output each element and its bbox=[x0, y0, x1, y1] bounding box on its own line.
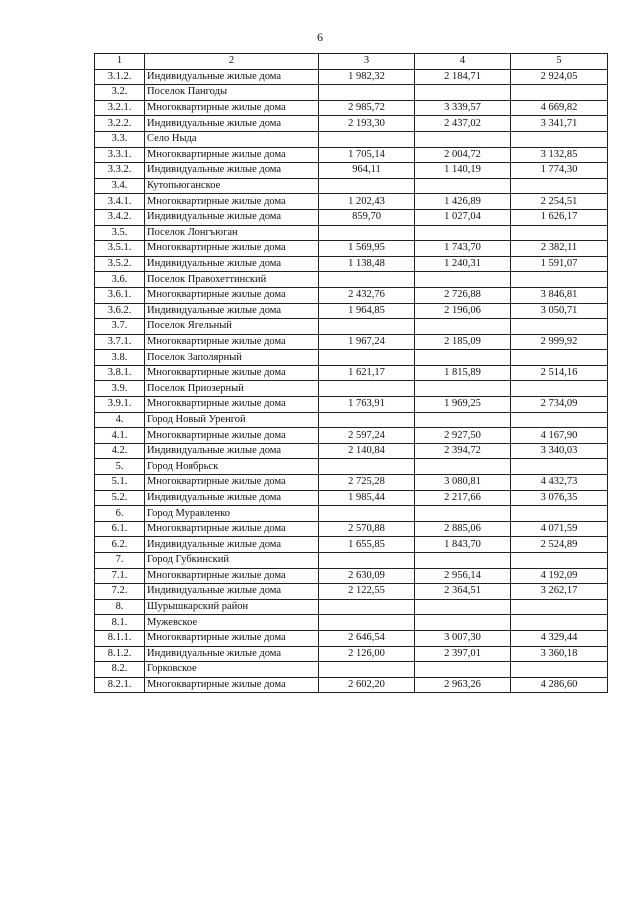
row-number: 3.6.2. bbox=[95, 303, 145, 319]
section-empty-cell bbox=[511, 662, 608, 678]
section-empty-cell bbox=[511, 85, 608, 101]
value-col-5: 1 774,30 bbox=[511, 163, 608, 179]
section-empty-cell bbox=[319, 85, 415, 101]
table-row bbox=[95, 521, 608, 537]
row-number: 3.9. bbox=[95, 381, 145, 397]
section-name: Поселок Лонгъюган bbox=[145, 225, 319, 241]
value-col-5: 4 167,90 bbox=[511, 428, 608, 444]
row-name: Индивидуальные жилые дома bbox=[145, 69, 319, 85]
row-name: Многоквартирные жилые дома bbox=[145, 397, 319, 413]
value-col-3: 1 138,48 bbox=[319, 256, 415, 272]
value-col-3: 2 602,20 bbox=[319, 677, 415, 693]
row-name: Индивидуальные жилые дома bbox=[145, 116, 319, 132]
value-col-5: 4 669,82 bbox=[511, 100, 608, 116]
value-col-5: 2 999,92 bbox=[511, 334, 608, 350]
section-empty-cell bbox=[319, 553, 415, 569]
section-name: Город Новый Уренгой bbox=[145, 412, 319, 428]
section-name: Поселок Ягельный bbox=[145, 319, 319, 335]
row-number: 8.1.1. bbox=[95, 630, 145, 646]
table-row bbox=[95, 443, 608, 459]
value-col-5: 4 192,09 bbox=[511, 568, 608, 584]
row-name: Индивидуальные жилые дома bbox=[145, 490, 319, 506]
table-row bbox=[95, 677, 608, 693]
table-row bbox=[95, 194, 608, 210]
table-row bbox=[95, 568, 608, 584]
row-number: 4.2. bbox=[95, 443, 145, 459]
section-empty-cell bbox=[415, 553, 511, 569]
section-empty-cell bbox=[415, 272, 511, 288]
section-empty-cell bbox=[319, 615, 415, 631]
section-empty-cell bbox=[415, 459, 511, 475]
section-empty-cell bbox=[319, 350, 415, 366]
row-number: 3.4.1. bbox=[95, 194, 145, 210]
row-number: 4.1. bbox=[95, 428, 145, 444]
section-row bbox=[95, 459, 608, 475]
section-row bbox=[95, 85, 608, 101]
value-col-3: 859,70 bbox=[319, 209, 415, 225]
section-empty-cell bbox=[415, 178, 511, 194]
value-col-3: 2 597,24 bbox=[319, 428, 415, 444]
table-row bbox=[95, 100, 608, 116]
table-row bbox=[95, 428, 608, 444]
value-col-3: 2 122,55 bbox=[319, 584, 415, 600]
section-name: Село Ныда bbox=[145, 131, 319, 147]
row-name: Индивидуальные жилые дома bbox=[145, 209, 319, 225]
value-col-3: 1 705,14 bbox=[319, 147, 415, 163]
table-row bbox=[95, 365, 608, 381]
section-row bbox=[95, 553, 608, 569]
value-col-3: 2 630,09 bbox=[319, 568, 415, 584]
row-number: 7.1. bbox=[95, 568, 145, 584]
section-empty-cell bbox=[319, 225, 415, 241]
value-col-3: 1 964,85 bbox=[319, 303, 415, 319]
row-name: Многоквартирные жилые дома bbox=[145, 194, 319, 210]
section-name: Мужевское bbox=[145, 615, 319, 631]
value-col-3: 2 725,28 bbox=[319, 475, 415, 491]
section-empty-cell bbox=[511, 272, 608, 288]
row-number: 3.4.2. bbox=[95, 209, 145, 225]
value-col-3: 1 621,17 bbox=[319, 365, 415, 381]
table-row bbox=[95, 537, 608, 553]
value-col-3: 964,11 bbox=[319, 163, 415, 179]
value-col-5: 1 626,17 bbox=[511, 209, 608, 225]
section-empty-cell bbox=[511, 225, 608, 241]
section-row bbox=[95, 381, 608, 397]
section-name: Город Губкинский bbox=[145, 553, 319, 569]
section-empty-cell bbox=[415, 225, 511, 241]
section-row bbox=[95, 350, 608, 366]
value-col-4: 1 426,89 bbox=[415, 194, 511, 210]
row-name: Многоквартирные жилые дома bbox=[145, 521, 319, 537]
table-row bbox=[95, 147, 608, 163]
value-col-5: 3 846,81 bbox=[511, 287, 608, 303]
section-empty-cell bbox=[415, 350, 511, 366]
row-number: 4. bbox=[95, 412, 145, 428]
section-name: Поселок Правохеттинский bbox=[145, 272, 319, 288]
value-col-3: 2 432,76 bbox=[319, 287, 415, 303]
table-row bbox=[95, 646, 608, 662]
section-row bbox=[95, 615, 608, 631]
section-name: Город Ноябрьск bbox=[145, 459, 319, 475]
value-col-4: 2 184,71 bbox=[415, 69, 511, 85]
row-number: 8.1. bbox=[95, 615, 145, 631]
row-number: 8.1.2. bbox=[95, 646, 145, 662]
section-empty-cell bbox=[415, 662, 511, 678]
section-empty-cell bbox=[415, 381, 511, 397]
row-number: 7.2. bbox=[95, 584, 145, 600]
table-row bbox=[95, 209, 608, 225]
value-col-4: 1 140,19 bbox=[415, 163, 511, 179]
row-name: Многоквартирные жилые дома bbox=[145, 100, 319, 116]
section-name: Поселок Заполярный bbox=[145, 350, 319, 366]
section-row bbox=[95, 131, 608, 147]
table-row bbox=[95, 490, 608, 506]
section-empty-cell bbox=[415, 599, 511, 615]
section-empty-cell bbox=[415, 85, 511, 101]
value-col-3: 1 982,32 bbox=[319, 69, 415, 85]
row-number: 3.2.1. bbox=[95, 100, 145, 116]
value-col-4: 2 397,01 bbox=[415, 646, 511, 662]
row-name: Индивидуальные жилые дома bbox=[145, 584, 319, 600]
value-col-4: 2 963,26 bbox=[415, 677, 511, 693]
value-col-5: 2 254,51 bbox=[511, 194, 608, 210]
table-row bbox=[95, 69, 608, 85]
value-col-5: 4 286,60 bbox=[511, 677, 608, 693]
value-col-3: 1 569,95 bbox=[319, 241, 415, 257]
value-col-3: 2 570,88 bbox=[319, 521, 415, 537]
value-col-4: 2 004,72 bbox=[415, 147, 511, 163]
row-number: 3.3. bbox=[95, 131, 145, 147]
section-row bbox=[95, 599, 608, 615]
row-number: 5.2. bbox=[95, 490, 145, 506]
row-number: 5.1. bbox=[95, 475, 145, 491]
section-row bbox=[95, 662, 608, 678]
value-col-4: 1 027,04 bbox=[415, 209, 511, 225]
value-col-4: 2 437,02 bbox=[415, 116, 511, 132]
column-header-1: 1 bbox=[95, 54, 145, 70]
table-row bbox=[95, 630, 608, 646]
value-col-5: 4 432,73 bbox=[511, 475, 608, 491]
section-row bbox=[95, 272, 608, 288]
section-empty-cell bbox=[319, 178, 415, 194]
row-number: 3.8.1. bbox=[95, 365, 145, 381]
row-number: 3.4. bbox=[95, 178, 145, 194]
row-number: 3.7.1. bbox=[95, 334, 145, 350]
value-col-5: 2 734,09 bbox=[511, 397, 608, 413]
value-col-4: 2 394,72 bbox=[415, 443, 511, 459]
value-col-4: 3 080,81 bbox=[415, 475, 511, 491]
row-number: 8.2. bbox=[95, 662, 145, 678]
row-name: Многоквартирные жилые дома bbox=[145, 475, 319, 491]
row-number: 8.2.1. bbox=[95, 677, 145, 693]
value-col-4: 1 815,89 bbox=[415, 365, 511, 381]
row-name: Индивидуальные жилые дома bbox=[145, 537, 319, 553]
row-name: Индивидуальные жилые дома bbox=[145, 303, 319, 319]
row-name: Многоквартирные жилые дома bbox=[145, 428, 319, 444]
row-name: Индивидуальные жилые дома bbox=[145, 646, 319, 662]
section-empty-cell bbox=[415, 615, 511, 631]
value-col-3: 1 202,43 bbox=[319, 194, 415, 210]
row-number: 3.1.2. bbox=[95, 69, 145, 85]
value-col-4: 2 885,06 bbox=[415, 521, 511, 537]
section-empty-cell bbox=[319, 272, 415, 288]
section-empty-cell bbox=[319, 459, 415, 475]
row-name: Индивидуальные жилые дома bbox=[145, 163, 319, 179]
value-col-5: 3 341,71 bbox=[511, 116, 608, 132]
value-col-4: 3 339,57 bbox=[415, 100, 511, 116]
section-empty-cell bbox=[511, 131, 608, 147]
value-col-5: 2 514,16 bbox=[511, 365, 608, 381]
table-row bbox=[95, 303, 608, 319]
section-empty-cell bbox=[319, 662, 415, 678]
section-row bbox=[95, 178, 608, 194]
column-header-5: 5 bbox=[511, 54, 608, 70]
value-col-4: 2 726,88 bbox=[415, 287, 511, 303]
section-empty-cell bbox=[319, 599, 415, 615]
section-empty-cell bbox=[511, 350, 608, 366]
table-row bbox=[95, 116, 608, 132]
section-name: Город Муравленко bbox=[145, 506, 319, 522]
section-empty-cell bbox=[415, 131, 511, 147]
row-number: 3.8. bbox=[95, 350, 145, 366]
section-empty-cell bbox=[511, 178, 608, 194]
value-col-5: 3 076,35 bbox=[511, 490, 608, 506]
row-number: 8. bbox=[95, 599, 145, 615]
section-row bbox=[95, 225, 608, 241]
table-row bbox=[95, 163, 608, 179]
row-number: 3.6. bbox=[95, 272, 145, 288]
page-number: 6 bbox=[317, 30, 323, 44]
value-col-5: 2 524,89 bbox=[511, 537, 608, 553]
row-name: Индивидуальные жилые дома bbox=[145, 256, 319, 272]
row-name: Многоквартирные жилые дома bbox=[145, 334, 319, 350]
value-col-4: 2 956,14 bbox=[415, 568, 511, 584]
row-name: Многоквартирные жилые дома bbox=[145, 630, 319, 646]
value-col-5: 3 360,18 bbox=[511, 646, 608, 662]
row-number: 3.5. bbox=[95, 225, 145, 241]
row-number: 3.2. bbox=[95, 85, 145, 101]
value-col-5: 3 132,85 bbox=[511, 147, 608, 163]
table-row bbox=[95, 256, 608, 272]
header-row bbox=[95, 54, 608, 70]
value-col-3: 2 140,84 bbox=[319, 443, 415, 459]
value-col-3: 1 655,85 bbox=[319, 537, 415, 553]
section-empty-cell bbox=[511, 412, 608, 428]
row-number: 6. bbox=[95, 506, 145, 522]
section-row bbox=[95, 412, 608, 428]
section-name: Поселок Пангоды bbox=[145, 85, 319, 101]
table-row bbox=[95, 334, 608, 350]
row-name: Индивидуальные жилые дома bbox=[145, 443, 319, 459]
row-name: Многоквартирные жилые дома bbox=[145, 677, 319, 693]
value-col-5: 2 924,05 bbox=[511, 69, 608, 85]
section-empty-cell bbox=[511, 553, 608, 569]
value-col-4: 2 185,09 bbox=[415, 334, 511, 350]
column-header-3: 3 bbox=[319, 54, 415, 70]
value-col-4: 2 196,06 bbox=[415, 303, 511, 319]
value-col-3: 2 126,00 bbox=[319, 646, 415, 662]
section-empty-cell bbox=[511, 381, 608, 397]
row-number: 6.2. bbox=[95, 537, 145, 553]
value-col-3: 1 763,91 bbox=[319, 397, 415, 413]
value-col-4: 1 743,70 bbox=[415, 241, 511, 257]
row-number: 3.2.2. bbox=[95, 116, 145, 132]
row-name: Многоквартирные жилые дома bbox=[145, 147, 319, 163]
value-col-5: 1 591,07 bbox=[511, 256, 608, 272]
table-row bbox=[95, 584, 608, 600]
section-name: Горковское bbox=[145, 662, 319, 678]
table-body bbox=[95, 69, 608, 693]
row-name: Многоквартирные жилые дома bbox=[145, 568, 319, 584]
row-number: 3.5.1. bbox=[95, 241, 145, 257]
section-empty-cell bbox=[415, 319, 511, 335]
row-number: 3.3.2. bbox=[95, 163, 145, 179]
row-number: 3.7. bbox=[95, 319, 145, 335]
row-number: 6.1. bbox=[95, 521, 145, 537]
section-empty-cell bbox=[319, 131, 415, 147]
section-row bbox=[95, 506, 608, 522]
section-empty-cell bbox=[319, 506, 415, 522]
value-col-5: 4 071,59 bbox=[511, 521, 608, 537]
value-col-5: 3 340,03 bbox=[511, 443, 608, 459]
row-name: Многоквартирные жилые дома bbox=[145, 241, 319, 257]
value-col-4: 3 007,30 bbox=[415, 630, 511, 646]
section-empty-cell bbox=[415, 506, 511, 522]
value-col-3: 2 985,72 bbox=[319, 100, 415, 116]
value-col-5: 3 262,17 bbox=[511, 584, 608, 600]
value-col-4: 1 843,70 bbox=[415, 537, 511, 553]
row-name: Многоквартирные жилые дома bbox=[145, 287, 319, 303]
tariff-table bbox=[94, 53, 608, 693]
table-row bbox=[95, 475, 608, 491]
value-col-4: 1 240,31 bbox=[415, 256, 511, 272]
section-empty-cell bbox=[319, 319, 415, 335]
section-empty-cell bbox=[511, 459, 608, 475]
value-col-3: 2 193,30 bbox=[319, 116, 415, 132]
row-number: 7. bbox=[95, 553, 145, 569]
value-col-4: 2 927,50 bbox=[415, 428, 511, 444]
section-empty-cell bbox=[415, 412, 511, 428]
table-row bbox=[95, 287, 608, 303]
row-number: 3.9.1. bbox=[95, 397, 145, 413]
section-empty-cell bbox=[511, 319, 608, 335]
section-empty-cell bbox=[511, 615, 608, 631]
section-name: Поселок Приозерный bbox=[145, 381, 319, 397]
value-col-3: 1 967,24 bbox=[319, 334, 415, 350]
column-header-2: 2 bbox=[145, 54, 319, 70]
value-col-4: 2 217,66 bbox=[415, 490, 511, 506]
table-row bbox=[95, 397, 608, 413]
value-col-5: 3 050,71 bbox=[511, 303, 608, 319]
section-empty-cell bbox=[319, 412, 415, 428]
row-number: 3.5.2. bbox=[95, 256, 145, 272]
value-col-5: 4 329,44 bbox=[511, 630, 608, 646]
row-number: 3.6.1. bbox=[95, 287, 145, 303]
section-empty-cell bbox=[511, 599, 608, 615]
value-col-3: 2 646,54 bbox=[319, 630, 415, 646]
section-name: Шурышкарский район bbox=[145, 599, 319, 615]
section-empty-cell bbox=[511, 506, 608, 522]
section-name: Кутопьюганское bbox=[145, 178, 319, 194]
row-name: Многоквартирные жилые дома bbox=[145, 365, 319, 381]
section-row bbox=[95, 319, 608, 335]
value-col-4: 1 969,25 bbox=[415, 397, 511, 413]
column-header-4: 4 bbox=[415, 54, 511, 70]
section-empty-cell bbox=[319, 381, 415, 397]
row-number: 3.3.1. bbox=[95, 147, 145, 163]
value-col-4: 2 364,51 bbox=[415, 584, 511, 600]
value-col-5: 2 382,11 bbox=[511, 241, 608, 257]
table-row bbox=[95, 241, 608, 257]
value-col-3: 1 985,44 bbox=[319, 490, 415, 506]
row-number: 5. bbox=[95, 459, 145, 475]
